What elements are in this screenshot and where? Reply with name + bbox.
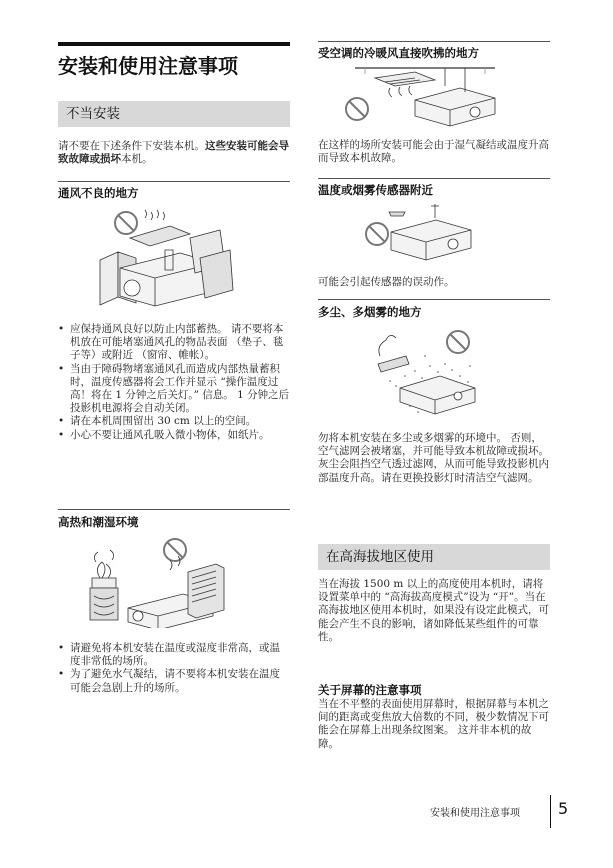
air-conditioner-text: 在这样的场所安装可能会由于湿气凝结或温度升高而导致本机故障。	[318, 139, 549, 165]
dusty-text: 勿将本机安装在多尘或多烟雾的环境中。 否则，空气滤网会被堵塞，并可能导致本机故障或损坏。灰尘会阻挡空气透过滤网，从而可能导致投影机内部温度升高。请在更换投影灯时清洁空气滤网。	[318, 432, 549, 484]
subheading-screen: 关于屏幕的注意事项	[318, 683, 422, 697]
title-bar	[58, 42, 290, 46]
subheading-smoke-sensor: 温度或烟雾传感器附近	[318, 183, 433, 197]
intro-bold: 这些安装可能会导致故障或损坏	[58, 140, 289, 166]
divider	[58, 181, 290, 182]
list-item: • 请避免将本机安装在温度或湿度非常高，或温度非常低的场所。	[58, 642, 290, 668]
divider	[318, 299, 550, 300]
hot-humid-illustration	[78, 536, 238, 628]
high-altitude-text: 当在海拔 1500 m 以上的高度使用本机时，请将设置菜单中的 “高海拔高度模式”设为 “开”。当在高海拔地区使用本机时，如果没有设定此模式，可能会产生不良的影响，诸如降低某些组件的可靠性。	[318, 578, 549, 643]
air-conditioner-illustration	[335, 64, 505, 130]
hot-humid-bullet-list	[58, 642, 290, 695]
section-heading-high-altitude: 在高海拔地区使用	[318, 544, 550, 570]
page-number: 5	[558, 799, 569, 818]
footer-divider	[550, 795, 551, 828]
list-item: • 为了避免水气凝结，请不要将本机安装在温度可能会急剧上升的场所。	[58, 668, 290, 694]
intro-normal: 请不要在下述条件下安装本机。	[58, 140, 205, 152]
list-item: • 小心不要让通风孔吸入微小物体，如纸片。	[58, 429, 290, 442]
list-item: • 应保持通风良好以防止内部蓄热。 请不要将本机放在可能堵塞通风孔的物品表面 （垫子、毯子等）或附近 （窗帘、帷帐）。	[58, 323, 290, 363]
divider	[58, 509, 290, 510]
divider	[318, 178, 550, 179]
list-item: • 当由于障碍物堵塞通风孔而造成内部热量蓄积时，温度传感器将会工作并显示 “操作温度过高！将在 1 分钟之后关灯。” 信息。 1 分钟之后投影机电源将会自动关闭。	[58, 363, 290, 416]
screen-text: 当在不平整的表面使用屏幕时，根据屏幕与本机之间的距离或变焦放大倍数的不同，极少数情况下可能会在屏幕上出现条纹图案。 这并非本机的故障。	[318, 698, 549, 750]
subheading-hot-humid: 高热和潮湿环境	[58, 515, 139, 529]
smoke-sensor-text: 可能会引起传感器的误动作。	[318, 276, 455, 288]
improper-intro	[58, 140, 290, 166]
footer-label: 安装和使用注意事项	[430, 808, 520, 819]
divider	[318, 41, 550, 42]
subheading-air-conditioner: 受空调的冷暖风直接吹拂的地方	[318, 46, 479, 60]
page-title: 安装和使用注意事项	[58, 54, 238, 78]
smoke-sensor-illustration	[355, 202, 485, 268]
section-heading-improper: 不当安装	[58, 101, 290, 127]
ventilation-illustration	[90, 208, 240, 313]
list-item: • 请在本机周围留出 30 cm 以上的空间。	[58, 415, 290, 428]
subheading-poor-ventilation: 通风不良的地方	[58, 186, 139, 200]
dusty-illustration	[360, 326, 480, 421]
intro-end: 本机。	[121, 153, 153, 166]
ventilation-bullet-list	[58, 323, 290, 442]
subheading-dusty: 多尘、多烟雾的地方	[318, 305, 422, 319]
